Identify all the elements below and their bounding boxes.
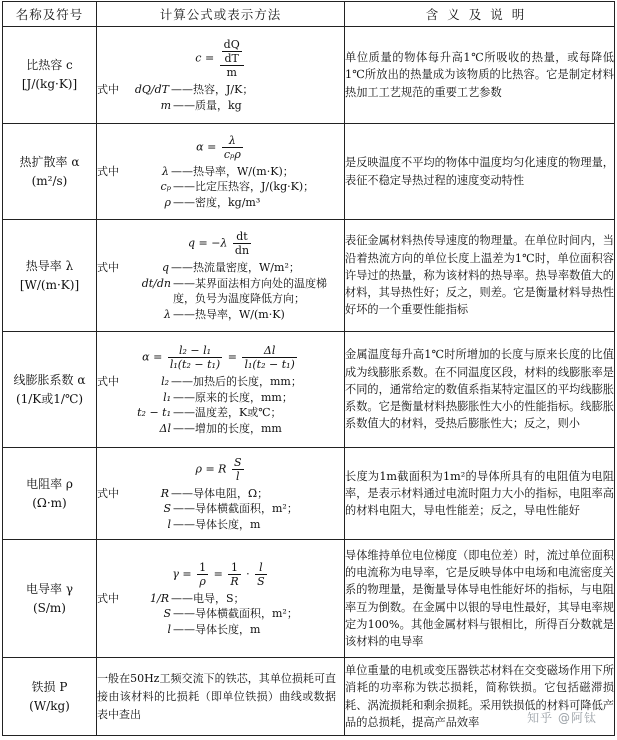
header-row (3, 2, 615, 27)
description-cell: 是反映温度不平均的物体中温度均匀化速度的物理量，表征不稳定导热过程的速度变动特性 (345, 124, 615, 220)
property-unit: [J/(kg·K)] (21, 77, 78, 91)
formula: α = $\frac{\text{l₂ − l₁}}{\text{l₁(t₂ − t₁)}}$ = $\frac{\Delta l}{\text{l₁(t₂ − t₁)}}$ (142, 344, 295, 371)
formula-text: 一般在50Hz工频交流下的铁芯，其单位损耗可直接由该材料的比损耗（即单位铁损）曲线或数据表中查出 (97, 671, 336, 721)
formula: ρ = R $\frac{S}{l}$ (195, 455, 242, 483)
formula: α = $\frac{\lambda}{\text{cₚρ}}$ (196, 133, 241, 161)
table-row (3, 332, 615, 448)
description-cell: 表征金属材料热传导速度的物理量。在单位时间内，当沿着热流方向的单位长度上温差为1℃时，单位面积容许导过的热量，称为该材料的热导率。热导率数值大的材料，其导热性好；反之，则差。它是衡量材料导热性好坏的一个重要性能指标 (345, 220, 615, 332)
header-description: 含义及说明 (345, 2, 615, 27)
property-name-cell (3, 27, 97, 124)
table-row (3, 658, 615, 736)
description-cell: 长度为1m截面积为1m²的导体所具有的电阻值为电阻率，是表示材料通过电流时阻力大小的指标，电阻率高的材料电阻大，导电性能差；反之，导电性能好 (345, 448, 615, 540)
description-cell: 单位质量的物体每升高1℃所吸收的热量，或每降低1℃所放出的热量成为该物质的比热容。它是制定材料热加工工艺规范的重要工艺参数 (345, 27, 615, 124)
property-name: 比热容 c (26, 58, 73, 72)
property-name-cell (3, 332, 97, 448)
property-unit: (1/K或1/℃) (15, 391, 84, 406)
description-cell: 单位重量的电机或变压器铁芯材料在交变磁场作用下所消耗的功率称为铁芯损耗，简称铁损。它包括磁滞损耗、涡流损耗和剩余损耗。采用铁损低的材料可降低产品的总损耗，提高产品效率 (345, 658, 615, 736)
property-name-cell (3, 448, 97, 540)
table-row (3, 540, 615, 658)
property-name: 铁损 P (31, 679, 68, 694)
table-row (3, 220, 615, 332)
property-unit: (m²/s) (31, 173, 68, 188)
formula-cell: γ = $\frac{1}{\rho}$ = $\frac{1}{R}$ · $\frac{l}{S}$ 式中 1/R ——电导，S； S ——导体横截面积，m²； l ——导体长度，m (97, 540, 345, 658)
properties-table (2, 1, 615, 736)
formula-cell: ρ = R $\frac{S}{l}$ 式中 R ——导体电阻，Ω； S ——导体横截面积，m²； l ——导体长度，m (97, 448, 345, 540)
property-unit: (S/m) (32, 600, 66, 615)
table-row (3, 27, 615, 124)
property-name: 电导率 γ (26, 581, 73, 596)
header-formula: 计算公式或表示方法 (97, 2, 345, 27)
formula: c = $\frac{\frac{dQ}{dT}}{m}$ (97, 38, 344, 79)
formula-cell: q = −λ $\frac{dt}{dn}$ 式中 q ——热流量密度，W/m²； dt/dn ——某界面法相方向处的温度梯度，负号为温度降低方向； λ ——热导率，W/(m·K) (97, 220, 345, 332)
formula-cell: c = $\frac{\frac{dQ}{dT}}{m}$ 式中 dQ/dT ——热容，J/K； m ——质量，kg (97, 27, 345, 124)
formula-cell: α = $\frac{\lambda}{\text{cₚρ}}$ 式中 λ ——热导率，W/(m·K)； cₚ ——比定压热容，J/(kg·K)； ρ ——密度，kg/m³ (97, 124, 345, 220)
description-cell: 导体维持单位电位梯度（即电位差）时，流过单位面积的电流称为电导率，它是反映导体中电场和电流密度关系的物理量，是衡量导体导电性能好坏的指标，与电阻率互为倒数。在金属中以银的导电性最好，其导电率规定为100%。其他金属材料与银相比，所得百分数就是该材料的电导率 (345, 540, 615, 658)
property-name-cell (3, 124, 97, 220)
property-name-cell (3, 658, 97, 736)
property-unit: [W/(m·K)] (19, 277, 80, 292)
watermark: 知乎 @阿钛 (527, 711, 597, 725)
formula-cell (97, 658, 345, 736)
formula-cell: α = $\frac{\text{l₂ − l₁}}{\text{l₁(t₂ − t₁)}}$ = $\frac{\Delta l}{\text{l₁(t₂ − t₁)}}$ 式中 l₂ ——加热后的长度，mm； l₁ ——原来的长度，mm； t₂ − t₁ ——温度差，K或℃； Δl ——增加的长度，mm (97, 332, 345, 448)
property-name-cell (3, 220, 97, 332)
property-name: 电阻率 ρ (26, 476, 73, 491)
property-name: 热扩散率 α (19, 154, 80, 169)
formula: q = −λ $\frac{dt}{dn}$ (187, 230, 250, 257)
property-name-cell (3, 540, 97, 658)
table-row (3, 124, 615, 220)
property-name: 线膨胀系数 α (13, 372, 86, 387)
table-row (3, 448, 615, 540)
property-unit: (W/kg) (29, 698, 70, 713)
description-cell: 金属温度每升高1℃时所增加的长度与原来长度的比值成为线膨胀系数。在不同温度区段，材料的线膨胀率是不同的，通常给定的数值系指某特定温区的平均线膨胀系数。它是衡量材料热膨胀性大小的性能指标。线膨胀系数值大的材料，受热后膨胀性大；反之，则小 (345, 332, 615, 448)
formula: γ = $\frac{1}{\rho}$ = $\frac{1}{R}$ · $\frac{l}{S}$ (172, 560, 265, 588)
header-name: 名称及符号 (3, 2, 97, 27)
property-name: 热导率 λ (25, 258, 74, 273)
property-unit: (Ω·m) (32, 495, 67, 510)
